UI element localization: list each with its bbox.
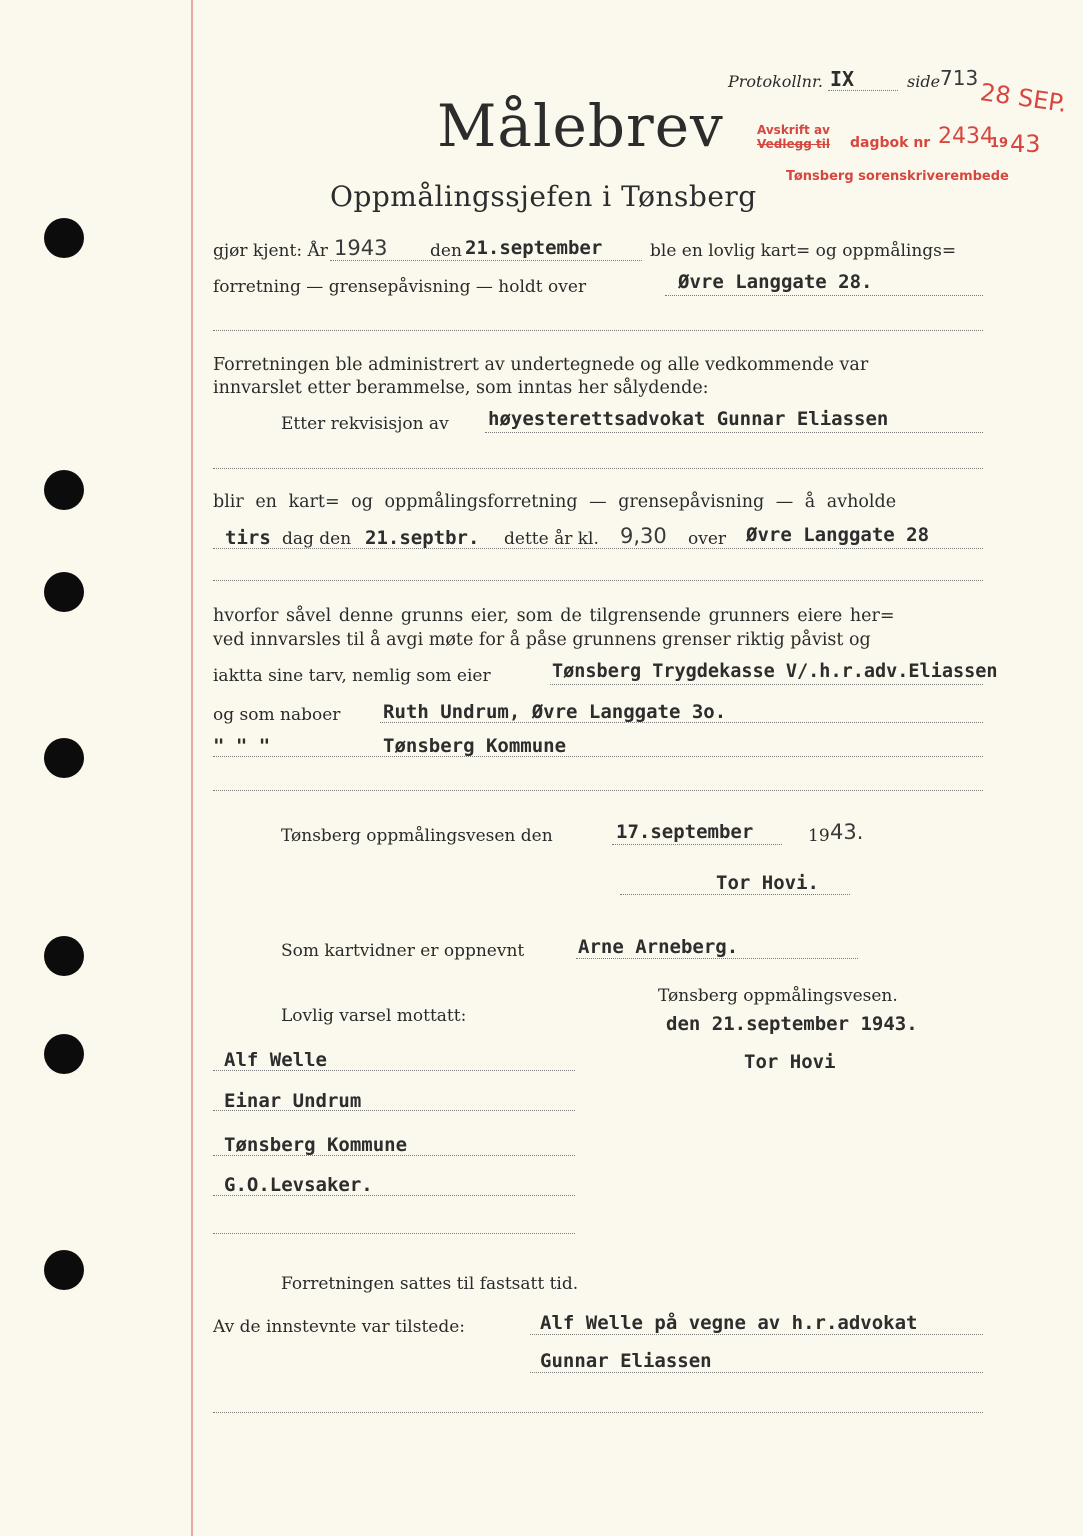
punch-hole bbox=[44, 1034, 84, 1074]
receipt-label: Lovlig varsel mottatt: bbox=[281, 1006, 467, 1026]
summons-line-3-label: iaktta sine tarv, nemlig som eier bbox=[213, 666, 491, 686]
admin-line-2: innvarslet etter berammelse, som inntas her sålydende: bbox=[213, 378, 709, 398]
protokoll-label: Protokollnr. bbox=[728, 72, 823, 91]
notice-place: Øvre Langgate 28 bbox=[746, 524, 930, 546]
stamp-avskrift: Avskrift av bbox=[757, 123, 830, 137]
receipt-date: den 21.september 1943. bbox=[666, 1013, 918, 1035]
receipt-name-2: Einar Undrum bbox=[224, 1090, 362, 1112]
intro-label-a: gjør kjent: År bbox=[213, 241, 328, 261]
witness-line bbox=[576, 958, 858, 959]
date-stamp: 28 SEP. bbox=[978, 78, 1069, 118]
neighbour-2-line bbox=[213, 756, 983, 757]
summons-line-1: hvorfor såvel denne grunns eier, som de tilgrensende grunners eiere her= bbox=[213, 606, 895, 626]
stamp-year: 43 bbox=[1010, 130, 1041, 158]
requisition-line bbox=[485, 432, 983, 433]
intro-place-line bbox=[665, 295, 983, 296]
document-title: Målebrev bbox=[437, 92, 724, 160]
blank-line bbox=[213, 790, 983, 791]
notice-line bbox=[213, 548, 983, 549]
present-label: Av de innstevnte var tilstede: bbox=[213, 1317, 466, 1337]
stamp-vedlegg: Vedlegg til bbox=[757, 137, 830, 151]
present-2: Gunnar Eliassen bbox=[540, 1350, 712, 1372]
witness-label: Som kartvidner er oppnevnt bbox=[281, 941, 525, 961]
signature-1-name: Tor Hovi. bbox=[716, 872, 819, 894]
neighbour-1: Ruth Undrum, Øvre Langgate 3o. bbox=[383, 701, 727, 723]
document-subtitle: Oppmålingssjefen i Tønsberg bbox=[330, 180, 757, 213]
receipt-line-5 bbox=[213, 1233, 575, 1234]
requisition-label: Etter rekvisisjon av bbox=[281, 414, 449, 434]
present-1-line bbox=[530, 1334, 983, 1335]
admin-line-1: Forretningen ble administrert av undertegnede og alle vedkommende var bbox=[213, 355, 869, 375]
punch-hole bbox=[44, 218, 84, 258]
notice-date: 21.septbr. bbox=[365, 527, 480, 549]
side-label: side bbox=[907, 72, 941, 91]
owner-line bbox=[550, 684, 983, 685]
intro-date-line bbox=[330, 260, 642, 261]
intro-place: Øvre Langgate 28. bbox=[678, 271, 873, 293]
receipt-name-1: Alf Welle bbox=[224, 1049, 327, 1071]
protokoll-line bbox=[828, 90, 898, 91]
present-2-line bbox=[530, 1372, 983, 1373]
receipt-signer: Tor Hovi bbox=[744, 1051, 836, 1073]
stamp-office: Tønsberg sorenskriverembede bbox=[786, 169, 1009, 184]
blank-line bbox=[213, 580, 983, 581]
signature-1-name-line bbox=[620, 894, 850, 895]
blank-line bbox=[213, 468, 983, 469]
protokoll-number: IX bbox=[830, 67, 855, 91]
intro-date: 21.september bbox=[465, 237, 603, 259]
ditto-marks: " " " bbox=[213, 735, 271, 757]
signature-1-year-prefix: 19 bbox=[808, 826, 830, 846]
summons-line-2: ved innvarsles til å avgi møte for å påse grunnens grenser riktig påvist og bbox=[213, 630, 871, 650]
intro-year: 1943 bbox=[334, 236, 388, 260]
receipt-name-4: G.O.Levsaker. bbox=[224, 1174, 373, 1196]
receipt-line-4 bbox=[213, 1195, 575, 1196]
notice-time: 9,30 bbox=[620, 524, 667, 548]
punch-hole bbox=[44, 572, 84, 612]
stamp-number: 2434 bbox=[938, 124, 994, 149]
witness-name: Arne Arneberg. bbox=[578, 936, 739, 958]
intro-label-c: forretning — grensepåvisning — holdt over bbox=[213, 277, 587, 297]
blank-line bbox=[213, 330, 983, 331]
neighbour-1-line bbox=[380, 722, 983, 723]
signature-1-date-line bbox=[612, 844, 782, 845]
notice-weekday: tirs bbox=[225, 527, 271, 549]
receipt-line-1 bbox=[213, 1070, 575, 1071]
stamp-dagbok: dagbok nr bbox=[850, 135, 931, 151]
blank-line bbox=[213, 1412, 983, 1413]
receipt-line-2 bbox=[213, 1110, 575, 1111]
notice-line-1: blir en kart= og oppmålingsforretning — grensepåvisning — å avholde bbox=[213, 492, 897, 512]
neighbours-label: og som naboer bbox=[213, 705, 341, 725]
neighbour-2: Tønsberg Kommune bbox=[383, 735, 567, 757]
receipt-name-3: Tønsberg Kommune bbox=[224, 1134, 408, 1156]
footer-line-1: Forretningen sattes til fastsatt tid. bbox=[281, 1274, 579, 1294]
punch-hole bbox=[44, 470, 84, 510]
present-1: Alf Welle på vegne av h.r.advokat bbox=[540, 1312, 918, 1334]
intro-label-b: ble en lovlig kart= og oppmålings= bbox=[650, 241, 957, 261]
punch-hole bbox=[44, 1250, 84, 1290]
margin-line bbox=[191, 0, 193, 1536]
requisition-value: høyesterettsadvokat Gunnar Eliassen bbox=[488, 408, 889, 430]
side-number: 713 bbox=[940, 66, 979, 90]
notice-label-over: over bbox=[688, 529, 727, 549]
punch-hole bbox=[44, 936, 84, 976]
stamp-year-prefix: 19 bbox=[990, 136, 1009, 151]
signature-1-label: Tønsberg oppmålingsvesen den bbox=[281, 826, 553, 846]
notice-label-year: dette år kl. bbox=[504, 529, 599, 549]
notice-label-dag: dag den bbox=[282, 529, 352, 549]
receipt-line-3 bbox=[213, 1155, 575, 1156]
owner-name: Tønsberg Trygdekasse V/.h.r.adv.Eliassen bbox=[552, 661, 998, 682]
signature-1-year: 43. bbox=[830, 820, 864, 844]
signature-1-date: 17.september bbox=[616, 821, 754, 843]
intro-label-den: den bbox=[430, 241, 462, 261]
punch-hole bbox=[44, 738, 84, 778]
receipt-office: Tønsberg oppmålingsvesen. bbox=[658, 986, 898, 1006]
